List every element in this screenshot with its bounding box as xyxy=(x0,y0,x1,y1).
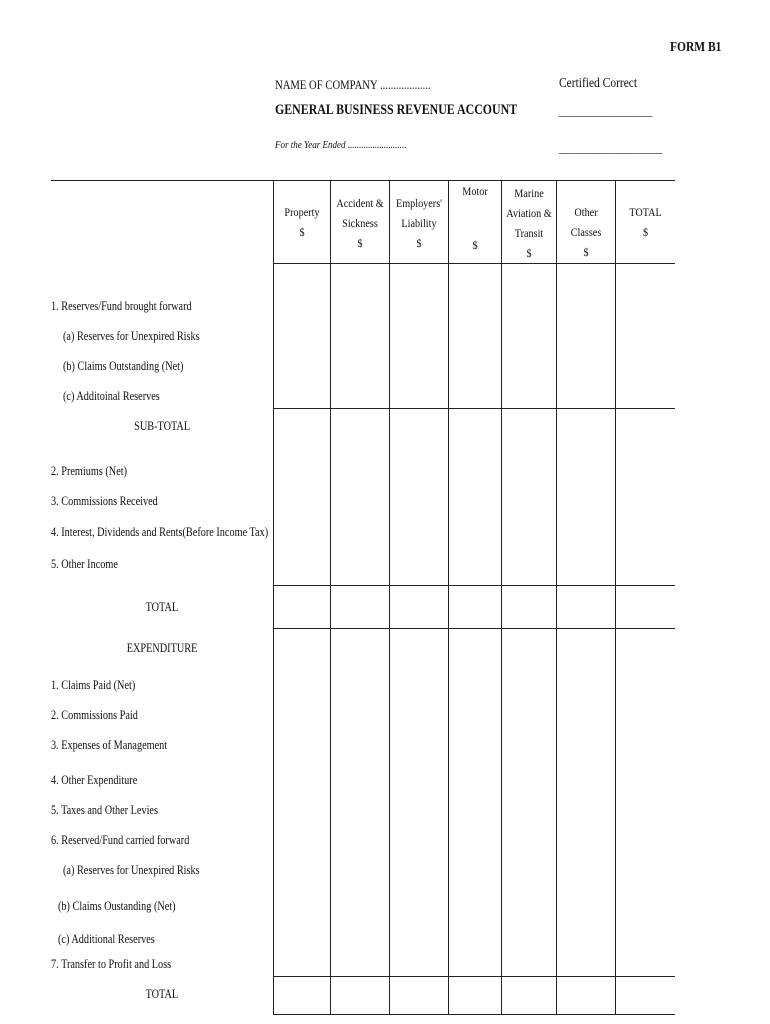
signature-line-1[interactable]: ___________________ xyxy=(559,104,653,118)
expenditure-heading: EXPENDITURE xyxy=(126,641,198,655)
row-other-expenditure: 4. Other Expenditure xyxy=(51,773,138,787)
column-header-accident-sickness: Accident & Sickness $ xyxy=(336,196,384,250)
column-rule xyxy=(448,181,449,1015)
row-commissions-received: 3. Commissions Received xyxy=(51,494,158,508)
table-top-rule xyxy=(51,180,675,181)
row-reserves-brought-forward: 1. Reserves/Fund brought forward xyxy=(51,299,192,313)
row-cf-claims-outstanding: (b) Claims Oustanding (Net) xyxy=(58,899,176,913)
form-code: FORM B1 xyxy=(670,40,722,55)
row-income-total: TOTAL xyxy=(145,600,179,614)
column-header-motor-currency: $ xyxy=(472,238,478,252)
column-header-total: TOTAL $ xyxy=(629,205,662,239)
form-title: GENERAL BUSINESS REVENUE ACCOUNT xyxy=(275,102,518,118)
signature-line-2[interactable]: _____________________ xyxy=(559,141,663,155)
row-other-income: 5. Other Income xyxy=(51,557,118,571)
row-reserved-fund-carried-forward: 6. Reserved/Fund carried forward xyxy=(51,833,190,847)
row-expenses-of-management: 3. Expenses of Management xyxy=(51,738,168,752)
row-cf-reserves-unexpired-risks: (a) Reserves for Unexpired Risks xyxy=(63,863,200,877)
row-interest-dividends-rents: 4. Interest, Dividends and Rents(Before Income Tax) xyxy=(51,525,269,539)
column-rule xyxy=(615,181,616,1015)
row-commissions-paid: 2. Commissions Paid xyxy=(51,708,138,722)
column-header-property: Property $ xyxy=(284,205,320,239)
row-transfer-profit-loss: 7. Transfer to Profit and Loss xyxy=(51,957,172,971)
row-additional-reserves: (c) Additoinal Reserves xyxy=(63,389,160,403)
row-reserves-unexpired-risks: (a) Reserves for Unexpired Risks xyxy=(63,329,200,343)
column-rule xyxy=(501,181,502,1015)
company-name-label: NAME OF COMPANY ................... xyxy=(275,77,431,92)
column-rule xyxy=(556,181,557,1015)
row-sub-total: SUB-TOTAL xyxy=(134,419,190,433)
column-rule xyxy=(273,181,274,1015)
year-ended-label: For the Year Ended .......................... xyxy=(275,139,407,151)
column-rule xyxy=(389,181,390,1015)
certified-correct-label: Certified Correct xyxy=(559,76,638,91)
column-rule xyxy=(330,181,331,1015)
row-premiums: 2. Premiums (Net) xyxy=(51,464,128,478)
column-header-other-classes: Other Classes $ xyxy=(570,205,602,259)
column-header-marine-aviation-transit: Marine Aviation & Transit $ xyxy=(506,186,552,260)
row-claims-paid: 1. Claims Paid (Net) xyxy=(51,678,136,692)
row-taxes-and-levies: 5. Taxes and Other Levies xyxy=(51,803,158,817)
row-expenditure-total: TOTAL xyxy=(145,987,179,1001)
row-cf-additional-reserves: (c) Additional Reserves xyxy=(58,932,155,946)
row-claims-outstanding: (b) Claims Outstanding (Net) xyxy=(63,359,184,373)
column-header-employers-liability: Employers' Liability $ xyxy=(395,196,443,250)
column-header-motor: Motor xyxy=(462,184,488,198)
